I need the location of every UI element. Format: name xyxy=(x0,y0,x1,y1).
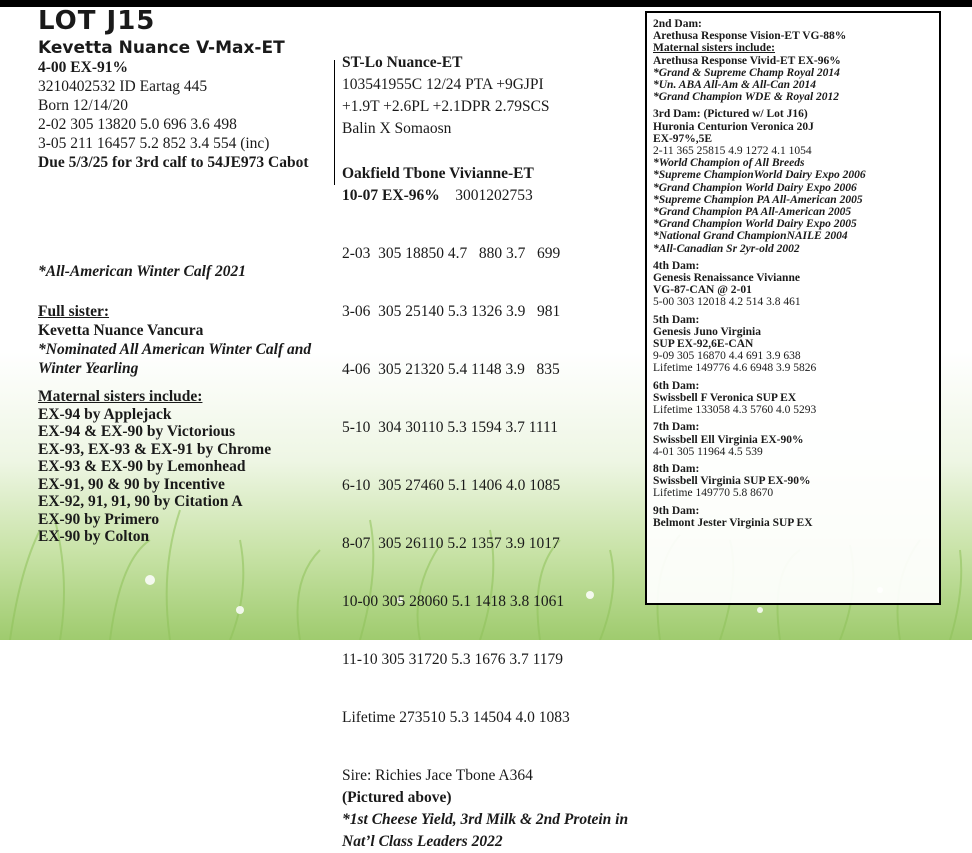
lot-column xyxy=(38,6,338,172)
dam-name: Swissbell Virginia SUP EX-90% xyxy=(653,475,811,488)
honor: *Supreme ChampionWorld Dairy Expo 2006 xyxy=(653,169,866,182)
sixth-dam xyxy=(653,380,933,417)
dam-classification: EX-97%,5E xyxy=(653,132,713,145)
sister-name: Arethusa Response Vivid-ET EX-96% xyxy=(653,54,841,67)
maternal-sister-item: EX-90 by Primero xyxy=(38,510,160,528)
lot-number: LOT J15 xyxy=(38,6,156,36)
full-sister-note: *Nominated All American Winter Calf and Winter Yearling xyxy=(38,341,312,377)
dam-name: Genesis Juno Virginia xyxy=(653,325,761,338)
maternal-sisters-section xyxy=(38,388,338,546)
dam-heading: 5th Dam: xyxy=(653,313,700,326)
honor: *Grand Champion World Dairy Expo 2005 xyxy=(653,218,857,231)
pedigree-box xyxy=(645,11,941,605)
cow-award xyxy=(38,262,338,281)
dam-record: 5-10 304 30110 5.3 1594 3.7 1111 xyxy=(342,419,558,436)
maternal-sister-item: EX-93 & EX-90 by Lemonhead xyxy=(38,458,246,475)
full-sister-heading: Full sister: xyxy=(38,303,110,320)
dam-name: Swissbell F Veronica SUP EX xyxy=(653,391,797,404)
dam-record: 5-00 303 12018 4.2 514 3.8 461 xyxy=(653,296,801,309)
maternal-sister-item: EX-92, 91, 91, 90 by Citation A xyxy=(38,493,243,510)
dam-record: 8-07 305 26110 5.2 1357 3.9 1017 xyxy=(342,535,560,552)
maternal-sister-item: EX-94 & EX-90 by Victorious xyxy=(38,423,236,440)
dam-record: 2-11 365 25815 4.9 1272 4.1 1054 xyxy=(653,145,812,158)
maternal-sisters-heading: Maternal sisters include: xyxy=(38,388,203,405)
cow-classification: 4-00 EX-91% xyxy=(38,59,128,76)
dam-heading: 7th Dam: xyxy=(653,421,700,434)
dam-record: 6-10 305 27460 5.1 1406 4.0 1085 xyxy=(342,477,561,494)
dam-heading: 6th Dam: xyxy=(653,379,700,392)
dam-name: Arethusa Response Vision-ET VG-88% xyxy=(653,30,847,43)
dam-record: 10-00 305 28060 5.1 1418 3.8 1061 xyxy=(342,593,565,610)
award-text: *All-American Winter Calf 2021 xyxy=(38,263,246,280)
honor: *Grand Champion WDE & Royal 2012 xyxy=(653,91,840,104)
dam-lifetime: Lifetime 149776 4.6 6948 3.9 5826 xyxy=(653,362,817,375)
dam-classification: SUP EX-92,6E-CAN xyxy=(653,338,754,351)
dam-pictured: (Pictured above) xyxy=(342,789,452,806)
third-dam xyxy=(653,108,933,254)
dam-class-line xyxy=(342,185,632,207)
honor: *Supreme Champion PA All-American 2005 xyxy=(653,193,863,206)
sire-name: ST-Lo Nuance-ET xyxy=(342,54,463,71)
dam-name: Huronia Centurion Veronica 20J xyxy=(653,120,814,133)
dam-record: 11-10 305 31720 5.3 1676 3.7 1179 xyxy=(342,651,564,668)
sisters-heading: Maternal sisters include: xyxy=(653,42,776,55)
dam-heading: 2nd Dam: xyxy=(653,18,702,30)
dam-name: Genesis Renaissance Vivianne xyxy=(653,272,800,285)
dam-records xyxy=(342,207,632,765)
second-dam xyxy=(653,18,933,103)
dam-name: Belmont Jester Virginia SUP EX xyxy=(653,516,813,529)
honor: *All-Canadian Sr 2yr-old 2002 xyxy=(653,242,800,255)
dam-heading: 8th Dam: xyxy=(653,462,700,475)
honor: *Grand Champion World Dairy Expo 2006 xyxy=(653,181,857,194)
maternal-sister-item: EX-94 by Applejack xyxy=(38,405,172,423)
cow-due-date: Due 5/3/25 for 3rd calf to 54JE973 Cabot xyxy=(38,154,309,171)
fourth-dam xyxy=(653,260,933,309)
dam-heading: 4th Dam: xyxy=(653,259,700,272)
cow-record: 3-05 211 16457 5.2 852 3.4 554 (inc) xyxy=(38,135,270,152)
dam-lifetime: Lifetime 133058 4.3 5760 4.0 5293 xyxy=(653,404,817,417)
dam-classification: VG-87-CAN @ 2-01 xyxy=(653,284,752,297)
honor: *Un. ABA All-Am & All-Can 2014 xyxy=(653,79,816,92)
honor: *World Champion of All Breeds xyxy=(653,157,805,170)
sire-line: 103541955C 12/24 PTA +9GJPI xyxy=(342,76,544,93)
dam-section xyxy=(342,163,632,853)
eighth-dam xyxy=(653,463,933,500)
dam-classification: 10-07 EX-96% xyxy=(342,187,440,204)
sire-line: +1.9T +2.6PL +2.1DPR 2.79SCS xyxy=(342,98,550,115)
dam-record: 4-01 305 11964 4.5 539 xyxy=(653,445,763,458)
full-sister-name: Kevetta Nuance Vancura xyxy=(38,322,204,339)
dam-record: 2-03 305 18850 4.7 880 3.7 699 xyxy=(342,245,561,262)
full-sister-section xyxy=(38,302,338,378)
dam-lifetime: Lifetime 273510 5.3 14504 4.0 1083 xyxy=(342,709,570,726)
dam-heading: 3rd Dam: (Pictured w/ Lot J16) xyxy=(653,108,808,121)
seventh-dam xyxy=(653,421,933,458)
maternal-sister-item: EX-90 by Colton xyxy=(38,528,150,545)
dam-name: Swissbell Ell Virginia EX-90% xyxy=(653,433,804,446)
cow-record: 2-02 305 13820 5.0 696 3.6 498 xyxy=(38,116,237,133)
sire-line: Balin X Somaosn xyxy=(342,120,452,137)
dam-lifetime: Lifetime 149770 5.8 8670 xyxy=(653,487,774,500)
dam-heading: 9th Dam: xyxy=(653,504,700,517)
maternal-sister-item: EX-91, 90 & 90 by Incentive xyxy=(38,475,225,493)
cow-born: Born 12/14/20 xyxy=(38,97,128,114)
dam-record: 9-09 305 16870 4.4 691 3.9 638 xyxy=(653,350,801,363)
ninth-dam xyxy=(653,505,933,529)
dam-registration: 3001202753 xyxy=(455,187,533,204)
honor: *Grand & Supreme Champ Royal 2014 xyxy=(653,66,840,79)
dam-name: Oakfield Tbone Vivianne-ET xyxy=(342,165,534,182)
honor: *Grand Champion PA All-American 2005 xyxy=(653,206,852,219)
honor: *National Grand ChampionNAILE 2004 xyxy=(653,230,848,243)
sire-section xyxy=(342,52,632,140)
column-divider xyxy=(334,60,335,185)
fifth-dam xyxy=(653,314,933,375)
dam-record: 3-06 305 25140 5.3 1326 3.9 981 xyxy=(342,303,561,320)
dam-honor: *1st Cheese Yield, 3rd Milk & 2nd Protein in Nat’l Class Leaders 2022 xyxy=(342,811,629,850)
cow-id-line: 3210402532 ID Eartag 445 xyxy=(38,78,208,95)
dam-record: 4-06 305 21320 5.4 1148 3.9 835 xyxy=(342,361,560,378)
maternal-sister-item: EX-93, EX-93 & EX-91 by Chrome xyxy=(38,440,272,458)
dam-sire: Sire: Richies Jace Tbone A364 xyxy=(342,767,533,784)
cow-name: Kevetta Nuance V-Max-ET xyxy=(38,38,285,58)
